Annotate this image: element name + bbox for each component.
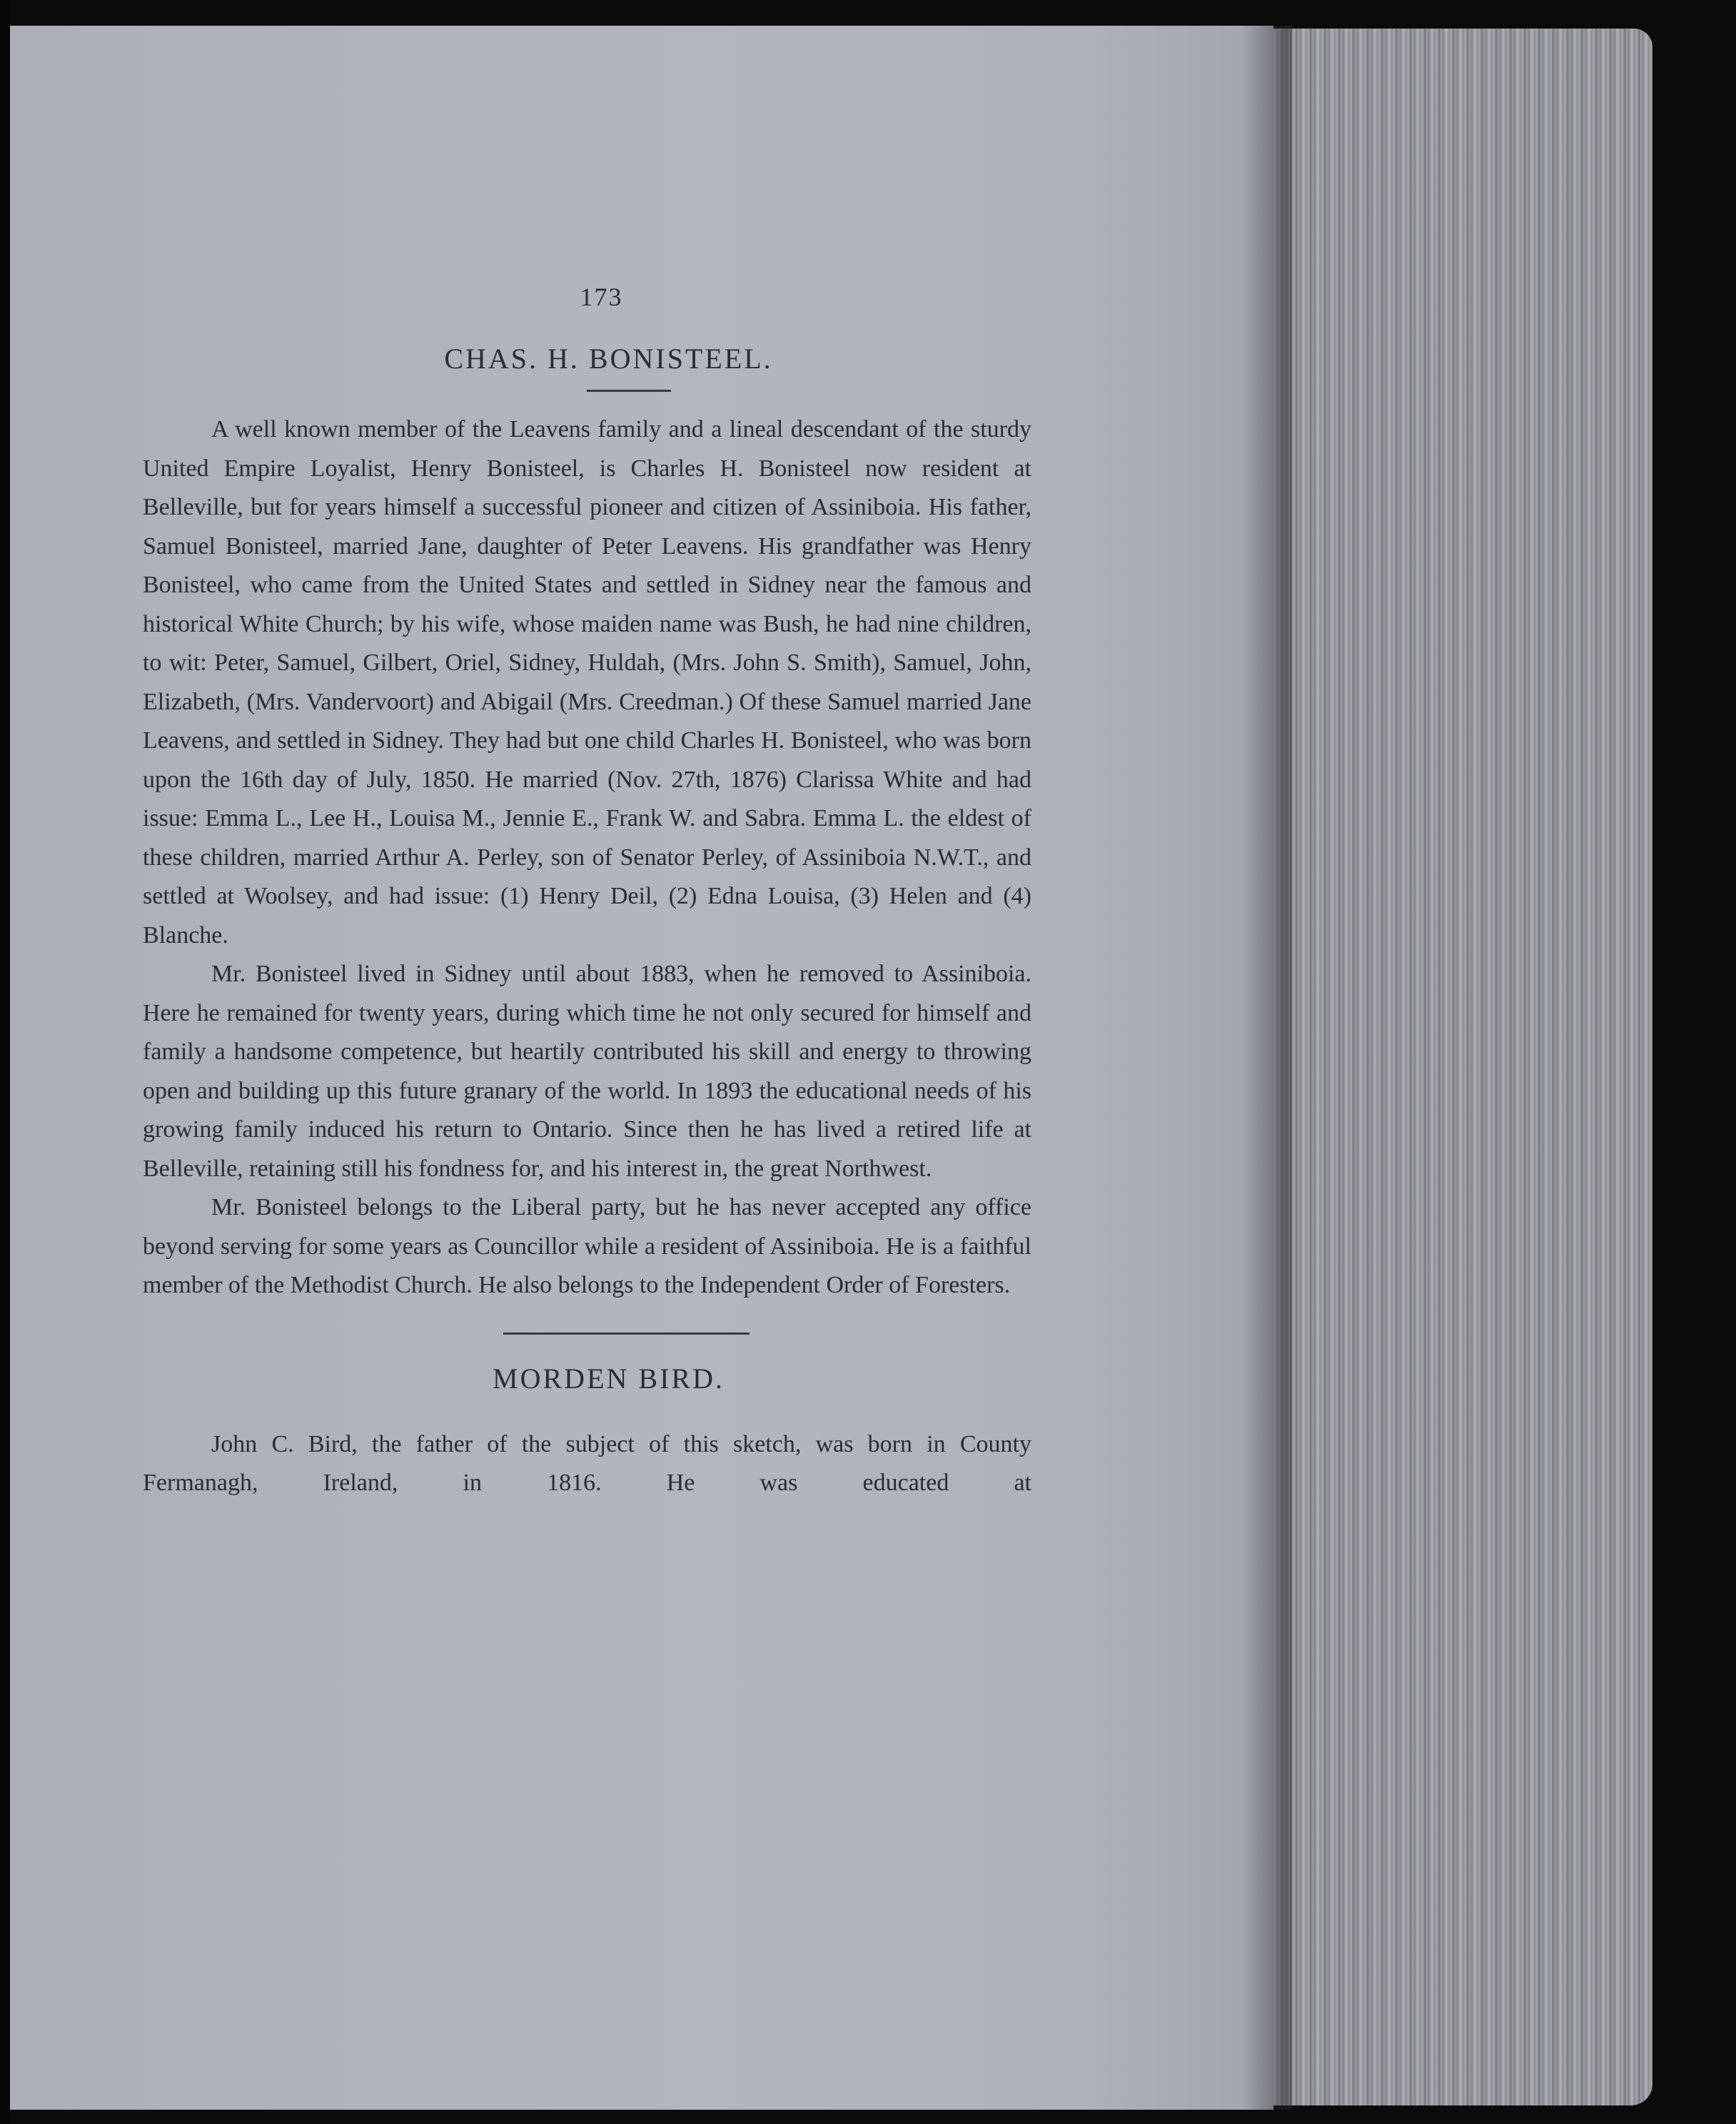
section-divider (503, 1332, 750, 1335)
paragraph-bonisteel-3: Mr. Bonisteel belongs to the Liberal party, but he has never accepted any office beyond serving for some years as Councillor while a resident of Assiniboia. He is a faithful member of the Methodist Church. He also belongs to the Independent Order of Foresters. (143, 1194, 1031, 1298)
page-text (143, 282, 1031, 1503)
paragraph-bird-1: John C. Bird, the father of the subject of this sketch, was born in County Fermanagh, Ireland, in 1816. He was educated at (143, 1430, 1031, 1496)
scan-border (0, 0, 10, 2124)
section-title-bonisteel: CHAS. H. BONISTEEL. (444, 343, 773, 375)
page-gutter-shadow (1242, 26, 1292, 2110)
book-page-edges (1263, 29, 1652, 2105)
page-number: 173 (580, 283, 623, 311)
paragraph-bonisteel-1: A well known member of the Leavens family and a lineal descendant of the sturdy United Empire Loyalist, Henry Bonisteel, is Charles H. Bonisteel now resident at Belleville, but for years himself a successful pioneer and citizen of Assiniboia. His father, Samuel Bonisteel, married Jane, daughter of Peter Leavens. His grandfather was Henry Bonisteel, who came from the United States and settled in Sidney near the famous and historical White Church; by his wife, whose maiden name was Bush, he had nine children, to wit: Peter, Samuel, Gilbert, Oriel, Sidney, Huldah, (Mrs. John S. Smith), Samuel, John, Elizabeth, (Mrs. Vandervoort) and Abigail (Mrs. Creedman.) Of these Samuel married Jane Leavens, and settled in Sidney. They had but one child Charles H. Bonisteel, who was born upon the 16th day of July, 1850. He married (Nov. 27th, 1876) Clarissa White and had issue: Emma L., Lee H., Louisa M., Jennie E., Frank W. and Sabra. Emma L. the eldest of these children, married Arthur A. Perley, son of Senator Perley, of Assiniboia N.W.T., and settled at Woolsey, and had issue: (1) Henry Deil, (2) Edna Louisa, (3) Helen and (4) Blanche. (143, 416, 1031, 949)
paragraph-bonisteel-2: Mr. Bonisteel lived in Sidney until about 1883, when he removed to Assiniboia. Here he remained for twenty years, during which time he not only secured for himself and family a handsome competence, but heartily contributed his skill and energy to throwing open and building up this future granary of the world. In 1893 the educational needs of his growing family induced his return to Ontario. Since then he has lived a retired life at Belleville, retaining still his fondness for, and his interest in, the great Northwest. (143, 961, 1031, 1182)
title-rule (587, 390, 671, 392)
section-title-bird: MORDEN BIRD. (493, 1362, 725, 1395)
